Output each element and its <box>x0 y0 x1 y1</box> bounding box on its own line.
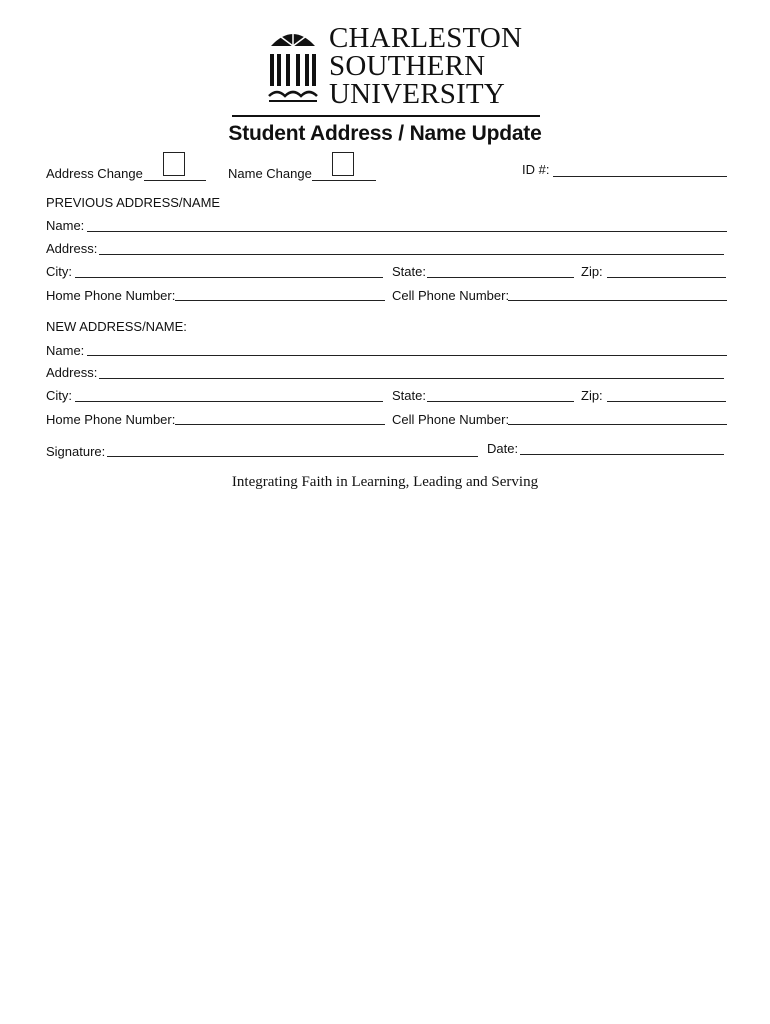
prev-name-field[interactable] <box>87 231 727 232</box>
signature-field[interactable] <box>107 456 478 457</box>
prev-address-label: Address: <box>46 241 98 256</box>
name-change-line <box>312 180 376 181</box>
prev-city-field[interactable] <box>75 277 383 278</box>
prev-address-field[interactable] <box>99 254 724 255</box>
logo-divider <box>232 115 540 117</box>
date-field[interactable] <box>520 454 724 455</box>
prev-zip-label: Zip: <box>581 264 603 279</box>
new-state-field[interactable] <box>427 401 574 402</box>
prev-state-field[interactable] <box>427 277 574 278</box>
university-wordmark <box>329 24 522 108</box>
prev-state-label: State: <box>392 264 426 279</box>
wordmark-line-2: SOUTHERN <box>329 50 486 82</box>
new-zip-field[interactable] <box>607 401 726 402</box>
name-change-checkbox[interactable] <box>332 152 354 176</box>
prev-cell-phone-field[interactable] <box>508 300 727 301</box>
university-logo-mark <box>267 26 319 106</box>
new-address-label: Address: <box>46 365 98 380</box>
new-city-field[interactable] <box>75 401 383 402</box>
new-cell-phone-field[interactable] <box>508 424 727 425</box>
new-section-heading: NEW ADDRESS/NAME: <box>46 319 187 334</box>
new-cell-phone-label: Cell Phone Number: <box>392 412 510 427</box>
prev-cell-phone-label: Cell Phone Number: <box>392 288 510 303</box>
new-city-label: City: <box>46 388 72 403</box>
address-change-label: Address Change <box>46 166 143 181</box>
prev-name-label: Name: <box>46 218 85 233</box>
address-change-checkbox[interactable] <box>163 152 185 176</box>
wordmark-line-3: UNIVERSITY <box>329 78 505 110</box>
new-home-phone-label: Home Phone Number: <box>46 412 176 427</box>
new-zip-label: Zip: <box>581 388 603 403</box>
prev-home-phone-field[interactable] <box>175 300 385 301</box>
id-label: ID #: <box>522 162 550 177</box>
prev-city-label: City: <box>46 264 72 279</box>
signature-label: Signature: <box>46 444 106 459</box>
prev-zip-field[interactable] <box>607 277 726 278</box>
new-home-phone-field[interactable] <box>175 424 385 425</box>
new-state-label: State: <box>392 388 426 403</box>
previous-section-heading: PREVIOUS ADDRESS/NAME <box>46 195 221 210</box>
wordmark-line-1: CHARLESTON <box>329 22 523 54</box>
prev-home-phone-label: Home Phone Number: <box>46 288 176 303</box>
footer-tagline: Integrating Faith in Learning, Leading and Serving <box>231 474 539 490</box>
new-name-label: Name: <box>46 343 85 358</box>
new-address-field[interactable] <box>99 378 724 379</box>
form-title: Student Address / Name Update <box>228 122 542 145</box>
address-change-line <box>144 180 206 181</box>
id-field[interactable] <box>553 176 727 177</box>
new-name-field[interactable] <box>87 355 727 356</box>
date-label: Date: <box>487 441 519 456</box>
name-change-label: Name Change <box>228 166 312 181</box>
